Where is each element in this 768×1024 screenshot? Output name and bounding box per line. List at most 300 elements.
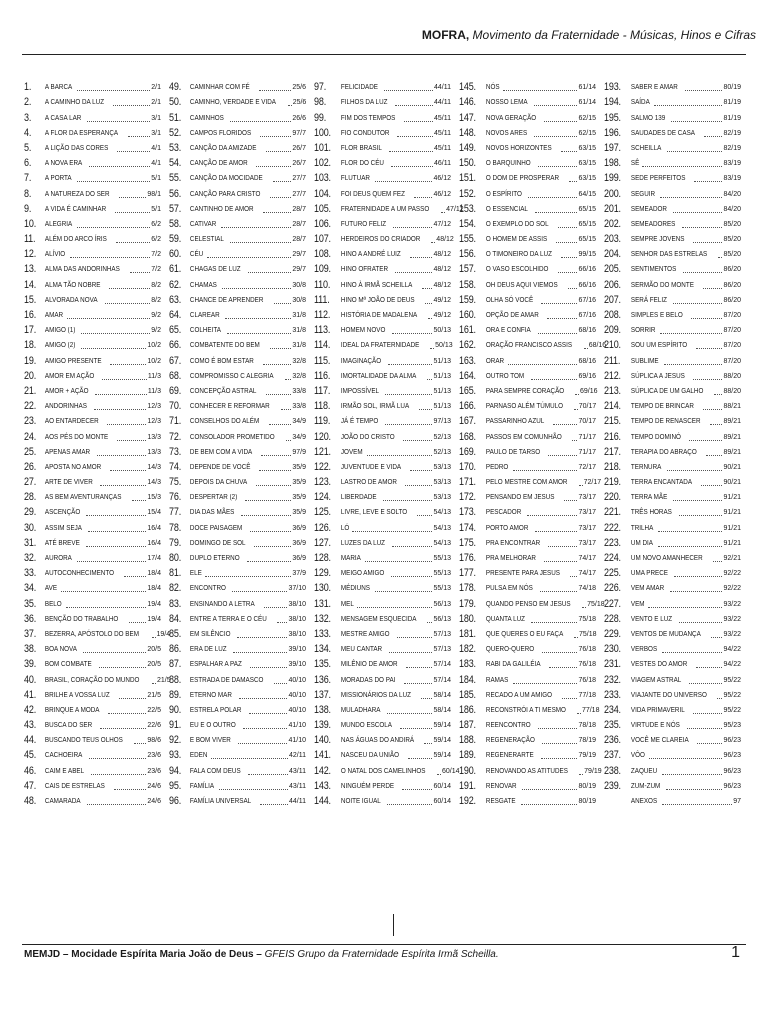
dot-leader <box>575 394 579 395</box>
index-entry <box>314 338 451 353</box>
entry-title: DOMINGO DE SOL <box>189 539 246 547</box>
entry-title: CANÇÃO DA AMIZADE <box>189 144 257 152</box>
entry-page-ref: 66/16 <box>578 266 596 274</box>
index-entry <box>169 429 306 444</box>
dot-leader <box>248 272 291 273</box>
entry-title: CHANCE DE APRENDER <box>189 296 264 304</box>
entry-title: LIBERDADE <box>340 494 377 502</box>
entry-number: 20. <box>24 369 37 382</box>
entry-title: RENOVAR <box>485 782 517 790</box>
dot-leader <box>679 622 723 623</box>
index-entry <box>314 505 451 520</box>
footer <box>24 949 499 960</box>
entry-title: PORTO AMOR <box>485 524 529 532</box>
index-entry <box>169 657 306 672</box>
dot-leader <box>419 409 433 410</box>
dot-leader <box>673 212 722 213</box>
entry-number: 152. <box>459 187 476 200</box>
index-entry <box>604 779 741 794</box>
entry-number: 98. <box>314 96 327 109</box>
dot-leader <box>569 181 577 182</box>
entry-page-ref: 53/13 <box>433 494 451 502</box>
dot-leader <box>87 804 147 805</box>
entry-number: 67. <box>169 354 182 367</box>
entry-number: 167. <box>459 415 476 428</box>
entry-number: 162. <box>459 339 476 352</box>
entry-title: PRESENTE PARA JESUS <box>485 570 561 578</box>
entry-title: QUANTA LUZ <box>485 615 525 623</box>
dot-leader <box>117 440 146 441</box>
entry-page-ref: 70/17 <box>578 418 596 426</box>
entry-page-ref: 18/4 <box>147 585 161 593</box>
entry-number: 84. <box>169 612 182 625</box>
entry-title: CONSOLADOR PROMETIDO <box>189 433 275 441</box>
dot-leader <box>410 257 433 258</box>
entry-number: 217. <box>604 445 621 458</box>
dot-leader <box>441 212 445 213</box>
index-entry <box>169 293 306 308</box>
entry-page-ref: 26/7 <box>292 160 306 168</box>
entry-title: PRA ENCONTRAR <box>485 539 541 547</box>
entry-title: AMOR + AÇÃO <box>44 387 89 395</box>
dot-leader <box>114 789 147 790</box>
index-entry <box>24 612 161 627</box>
index-entry <box>314 156 451 171</box>
entry-number: 56. <box>169 187 182 200</box>
entry-page-ref: 73/17 <box>578 509 596 517</box>
entry-number: 23. <box>24 415 37 428</box>
entry-title: ESTRADA DE DAMASCO <box>189 676 264 684</box>
entry-title: PARNASO ALÉM TÚMULO <box>485 403 564 411</box>
entry-title: LÓ <box>340 524 350 532</box>
entry-title: VERBOS <box>630 646 658 654</box>
entry-title: MISSIONÁRIOS DA LUZ <box>340 691 411 699</box>
entry-page-ref: 57/13 <box>433 630 451 638</box>
entry-title: DOCE PAISAGEM <box>189 524 243 532</box>
entry-number: 201. <box>604 202 621 215</box>
index-entry <box>314 308 451 323</box>
index-entry <box>314 703 451 718</box>
entry-title: CAMINHOS <box>189 114 224 122</box>
entry-number: 177. <box>459 567 476 580</box>
index-entry <box>604 794 741 809</box>
dot-leader <box>375 591 432 592</box>
index-entry <box>604 688 741 703</box>
entry-title: LASTRO DE AMOR <box>340 479 397 487</box>
entry-title: BRASIL, CORAÇÃO DO MUNDO <box>44 676 140 684</box>
entry-title: VOCÊ ME CLAREIA <box>630 737 689 745</box>
index-entry <box>604 642 741 657</box>
entry-title: TEMPO DE RENASCER <box>630 418 701 426</box>
entry-page-ref: 50/13 <box>433 327 451 335</box>
index-entry <box>604 126 741 141</box>
index-entry <box>169 627 306 642</box>
index-entry <box>604 596 741 611</box>
entry-page-ref: 96/23 <box>723 767 741 775</box>
index-entry <box>169 581 306 596</box>
entry-number: 17. <box>24 324 37 337</box>
index-entry <box>169 566 306 581</box>
index-entry <box>314 126 451 141</box>
entry-title: O ESPÍRITO <box>485 190 522 198</box>
entry-title: A CAMINHO DA LUZ <box>44 99 105 107</box>
entry-title: SALMO 139 <box>630 114 666 122</box>
dot-leader <box>389 652 433 653</box>
entry-title: MORADAS DO PAI <box>340 676 396 684</box>
entry-title: ZAQUEU <box>630 767 658 775</box>
dot-leader <box>263 364 291 365</box>
entry-title: SEMEADOR <box>630 205 667 213</box>
entry-page-ref: 47/12 <box>446 205 464 213</box>
entry-page-ref: 84/20 <box>723 205 741 213</box>
entry-number: 165. <box>459 384 476 397</box>
dot-leader <box>124 576 147 577</box>
index-entry <box>459 232 596 247</box>
entry-number: 216. <box>604 430 621 443</box>
index-entry <box>169 308 306 323</box>
entry-page-ref: 62/15 <box>578 114 596 122</box>
entry-page-ref: 82/19 <box>723 144 741 152</box>
entry-page-ref: 43/11 <box>289 767 306 775</box>
entry-page-ref: 26/7 <box>292 144 306 152</box>
entry-page-ref: 57/13 <box>433 646 451 654</box>
index-entry <box>169 718 306 733</box>
entry-number: 96. <box>169 795 182 807</box>
entry-title: SABER E AMAR <box>630 84 678 92</box>
header-subtitle: Movimento da Fraternidade - Músicas, Hinos e Cifras <box>472 28 756 42</box>
entry-page-ref: 28/7 <box>292 205 306 213</box>
index-entry <box>169 763 306 778</box>
entry-page-ref: 18/4 <box>147 570 161 578</box>
dot-leader <box>250 667 288 668</box>
dot-leader <box>693 242 723 243</box>
dot-leader <box>574 637 578 638</box>
dot-leader <box>553 424 578 425</box>
entry-title: HINO Mª JOÃO DE DEUS <box>340 296 415 304</box>
entry-number: 77. <box>169 506 182 519</box>
entry-page-ref: 41/10 <box>288 737 306 745</box>
entry-page-ref: 89/21 <box>723 448 741 456</box>
entry-number: 136. <box>314 673 331 686</box>
entry-page-ref: 61/14 <box>578 84 596 92</box>
entry-number: 10. <box>24 217 37 230</box>
entry-number: 221. <box>604 506 621 519</box>
dot-leader <box>538 166 578 167</box>
entry-number: 42. <box>24 703 37 716</box>
entry-page-ref: 38/10 <box>288 630 306 638</box>
entry-number: 220. <box>604 491 621 504</box>
entry-page-ref: 75/18 <box>578 630 597 638</box>
entry-number: 158. <box>459 278 476 291</box>
entry-title: OLHA SÓ VOCÊ <box>485 296 534 304</box>
dot-leader <box>662 804 732 805</box>
entry-page-ref: 53/13 <box>433 479 451 487</box>
index-entry <box>24 460 161 475</box>
index-entry <box>169 171 306 186</box>
dot-leader <box>521 804 578 805</box>
entry-number: 218. <box>604 460 621 473</box>
entry-number: 223. <box>604 536 621 549</box>
index-entry <box>459 308 596 323</box>
dot-leader <box>249 713 287 714</box>
entry-number: 12. <box>24 248 37 261</box>
entry-page-ref: 57/14 <box>433 661 451 669</box>
entry-page-ref: 87/20 <box>723 312 741 319</box>
entry-number: 125. <box>314 506 331 519</box>
index-entry <box>24 733 161 748</box>
dot-leader <box>100 728 147 729</box>
entry-number: 200. <box>604 187 621 200</box>
index-entry <box>459 384 596 399</box>
dot-leader <box>544 561 578 562</box>
dot-leader <box>687 728 722 729</box>
dot-leader <box>273 181 291 182</box>
dot-leader <box>534 136 578 137</box>
entry-number: 214. <box>604 400 621 413</box>
entry-page-ref: 34/9 <box>292 418 306 426</box>
index-entry <box>459 110 596 125</box>
dot-leader <box>119 197 147 198</box>
entry-page-ref: 90/21 <box>723 479 741 487</box>
entry-page-ref: 12/3 <box>147 418 161 426</box>
dot-leader <box>383 500 433 501</box>
entry-number: 178. <box>459 582 476 595</box>
entry-title: CAMARADA <box>44 798 81 805</box>
entry-title: SÊ <box>630 160 640 168</box>
index-column <box>24 80 169 809</box>
entry-title: SORRIR <box>630 327 656 335</box>
entry-title: DEPENDE DE VOCÊ <box>189 463 251 471</box>
index-entry <box>169 126 306 141</box>
entry-title: APOSTA NO AMOR <box>44 463 102 471</box>
entry-page-ref: 71/17 <box>578 448 596 456</box>
entry-number: 133. <box>314 627 331 640</box>
entry-page-ref: 54/13 <box>433 524 451 532</box>
index-entry <box>24 232 161 247</box>
entry-page-ref: 7/2 <box>151 266 161 274</box>
entry-number: 143. <box>314 779 331 792</box>
entry-page-ref: 71/17 <box>578 433 596 441</box>
index-entry <box>169 551 306 566</box>
entry-title: E BOM VIVER <box>189 737 231 745</box>
entry-number: 236. <box>604 734 621 747</box>
dot-leader <box>110 364 146 365</box>
entry-title: TEMPO DE BRINCAR <box>630 403 694 411</box>
index-entry <box>314 429 451 444</box>
entry-title: AUTOCONHECIMENTO <box>44 570 114 578</box>
dot-leader <box>538 333 578 334</box>
entry-page-ref: 59/14 <box>433 737 451 745</box>
index-entry <box>604 566 741 581</box>
entry-title: ARTE DE VIVER <box>44 479 93 487</box>
entry-number: 130. <box>314 582 331 595</box>
entry-number: 132. <box>314 612 331 625</box>
dot-leader <box>99 667 146 668</box>
entry-page-ref: 14/3 <box>147 479 161 487</box>
entry-number: 209. <box>604 324 621 337</box>
index-entry <box>604 627 741 642</box>
entry-number: 184. <box>459 673 476 686</box>
entry-page-ref: 55/13 <box>433 570 451 578</box>
entry-page-ref: 8/2 <box>151 296 161 304</box>
entry-number: 63. <box>169 293 182 306</box>
entry-number: 45. <box>24 749 37 762</box>
dot-leader <box>89 758 147 759</box>
entry-number: 186. <box>459 703 476 716</box>
entry-page-ref: 4/1 <box>151 160 161 168</box>
dot-leader <box>671 121 722 122</box>
entry-title: AVE <box>44 585 58 593</box>
entry-title: ENTRE A TERRA E O CÉU <box>189 615 267 623</box>
entry-number: 41. <box>24 688 37 701</box>
entry-title: ZUM-ZUM <box>630 782 661 790</box>
dot-leader <box>384 90 433 91</box>
index-entry <box>169 490 306 505</box>
entry-title: CAMPOS FLORIDOS <box>189 129 252 137</box>
dot-leader <box>352 531 432 532</box>
entry-number: 134. <box>314 643 331 656</box>
entry-title: NOVA GERAÇÃO <box>485 114 537 122</box>
dot-leader <box>105 303 150 304</box>
entry-page-ref: 45/11 <box>434 114 451 122</box>
entry-title: TERNURA <box>630 463 662 471</box>
entry-title: AMIGO (1) <box>44 327 76 335</box>
entry-number: 69. <box>169 384 182 397</box>
index-column <box>459 80 607 809</box>
entry-number: 160. <box>459 309 476 321</box>
entry-number: 116. <box>314 369 331 382</box>
entry-title: FIO CONDUTOR <box>340 129 390 137</box>
entry-title: UM NOVO AMANHECER <box>630 555 703 562</box>
entry-title: PASSOS EM COMUNHÃO <box>485 433 562 441</box>
entry-title: SERMÃO DO MONTE <box>630 281 694 289</box>
index-entry <box>604 156 741 171</box>
entry-page-ref: 40/10 <box>288 691 306 699</box>
index-entry <box>459 445 596 460</box>
entry-page-ref: 52/13 <box>433 433 451 441</box>
entry-number: 229. <box>604 627 621 640</box>
dot-leader <box>558 227 578 228</box>
dot-leader <box>288 105 292 106</box>
entry-number: 50. <box>169 96 182 109</box>
index-entry <box>459 703 600 718</box>
entry-page-ref: 10/2 <box>147 357 161 365</box>
index-entry <box>169 475 306 490</box>
entry-page-ref: 2/1 <box>151 84 161 92</box>
dot-leader <box>232 591 287 592</box>
entry-number: 114. <box>314 339 331 352</box>
entry-title: EU E O OUTRO <box>189 722 236 730</box>
entry-number: 197. <box>604 141 621 154</box>
entry-page-ref: 20/5 <box>147 646 161 654</box>
entry-page-ref: 76/18 <box>578 661 596 669</box>
entry-title: QUERO-QUERO <box>485 646 535 654</box>
dot-leader <box>219 789 288 790</box>
entry-title: ALMA TÃO NOBRE <box>44 281 101 289</box>
index-entry <box>604 293 741 308</box>
index-entry <box>459 141 596 156</box>
entry-number: 113. <box>314 324 331 337</box>
dot-leader <box>556 242 577 243</box>
entry-page-ref: 35/9 <box>292 479 306 487</box>
index-entry <box>314 460 451 475</box>
index-entry <box>24 384 161 399</box>
entry-page-ref: 65/15 <box>578 205 596 213</box>
dot-leader <box>542 652 578 653</box>
dot-leader <box>406 667 432 668</box>
dot-leader <box>541 303 578 304</box>
dot-leader <box>693 713 723 714</box>
entry-title: COLHEITA <box>189 327 221 335</box>
dot-leader <box>81 333 150 334</box>
entry-title: ATÉ BREVE <box>44 539 80 547</box>
entry-number: 202. <box>604 217 621 230</box>
index-entry <box>314 369 451 384</box>
entry-number: 179. <box>459 597 476 610</box>
index-entry <box>459 369 596 384</box>
entry-title: SEMEADORES <box>630 220 676 228</box>
entry-number: 128. <box>314 552 331 564</box>
entry-page-ref: 81/19 <box>723 114 741 122</box>
index-entry <box>459 642 596 657</box>
entry-number: 163. <box>459 354 476 367</box>
entry-title: LIVRE, LEVE E SOLTO <box>340 509 408 517</box>
entry-number: 53. <box>169 141 182 154</box>
entry-page-ref: 29/7 <box>292 266 306 274</box>
index-entry <box>604 399 741 414</box>
entry-number: 8. <box>24 187 32 200</box>
entry-number: 212. <box>604 369 621 382</box>
entry-title: SCHEILLA <box>630 144 662 152</box>
index-entry <box>604 80 741 95</box>
dot-leader <box>130 272 150 273</box>
index-entry <box>169 384 306 399</box>
entry-page-ref: 92/22 <box>723 585 741 593</box>
entry-page-ref: 88/21 <box>723 403 741 411</box>
index-entry <box>169 323 306 338</box>
dot-leader <box>437 774 441 775</box>
dot-leader <box>108 713 147 714</box>
entry-title: AO ENTARDECER <box>44 418 99 426</box>
index-entry <box>459 171 596 186</box>
entry-number: 6. <box>24 157 32 170</box>
entry-page-ref: 29/7 <box>292 251 306 259</box>
dot-leader <box>248 774 288 775</box>
entry-title: MULADHARA <box>340 706 381 714</box>
entry-number: 44. <box>24 734 37 747</box>
entry-page-ref: 6/2 <box>151 236 161 244</box>
entry-title: TEMPO DOMINÓ <box>630 433 681 441</box>
entry-page-ref: 45/11 <box>434 129 451 137</box>
entry-number: 100. <box>314 126 331 139</box>
index-entry <box>314 642 451 657</box>
index-entry <box>169 95 306 110</box>
dot-leader <box>642 166 722 167</box>
index-entry <box>314 688 451 703</box>
entry-number: 104. <box>314 187 331 200</box>
dot-leader <box>503 90 577 91</box>
index-entry <box>459 277 596 292</box>
entry-title: PASSARINHO AZUL <box>485 418 545 426</box>
entry-number: 24. <box>24 430 37 443</box>
index-entry <box>169 672 306 687</box>
entry-page-ref: 19/4 <box>147 600 161 608</box>
entry-title: CHAMAS <box>189 281 217 289</box>
entry-page-ref: 80/19 <box>578 782 596 790</box>
entry-page-ref: 86/20 <box>723 296 741 304</box>
entry-number: 232. <box>604 673 621 686</box>
entry-title: IMAGINAÇÃO <box>340 357 382 365</box>
